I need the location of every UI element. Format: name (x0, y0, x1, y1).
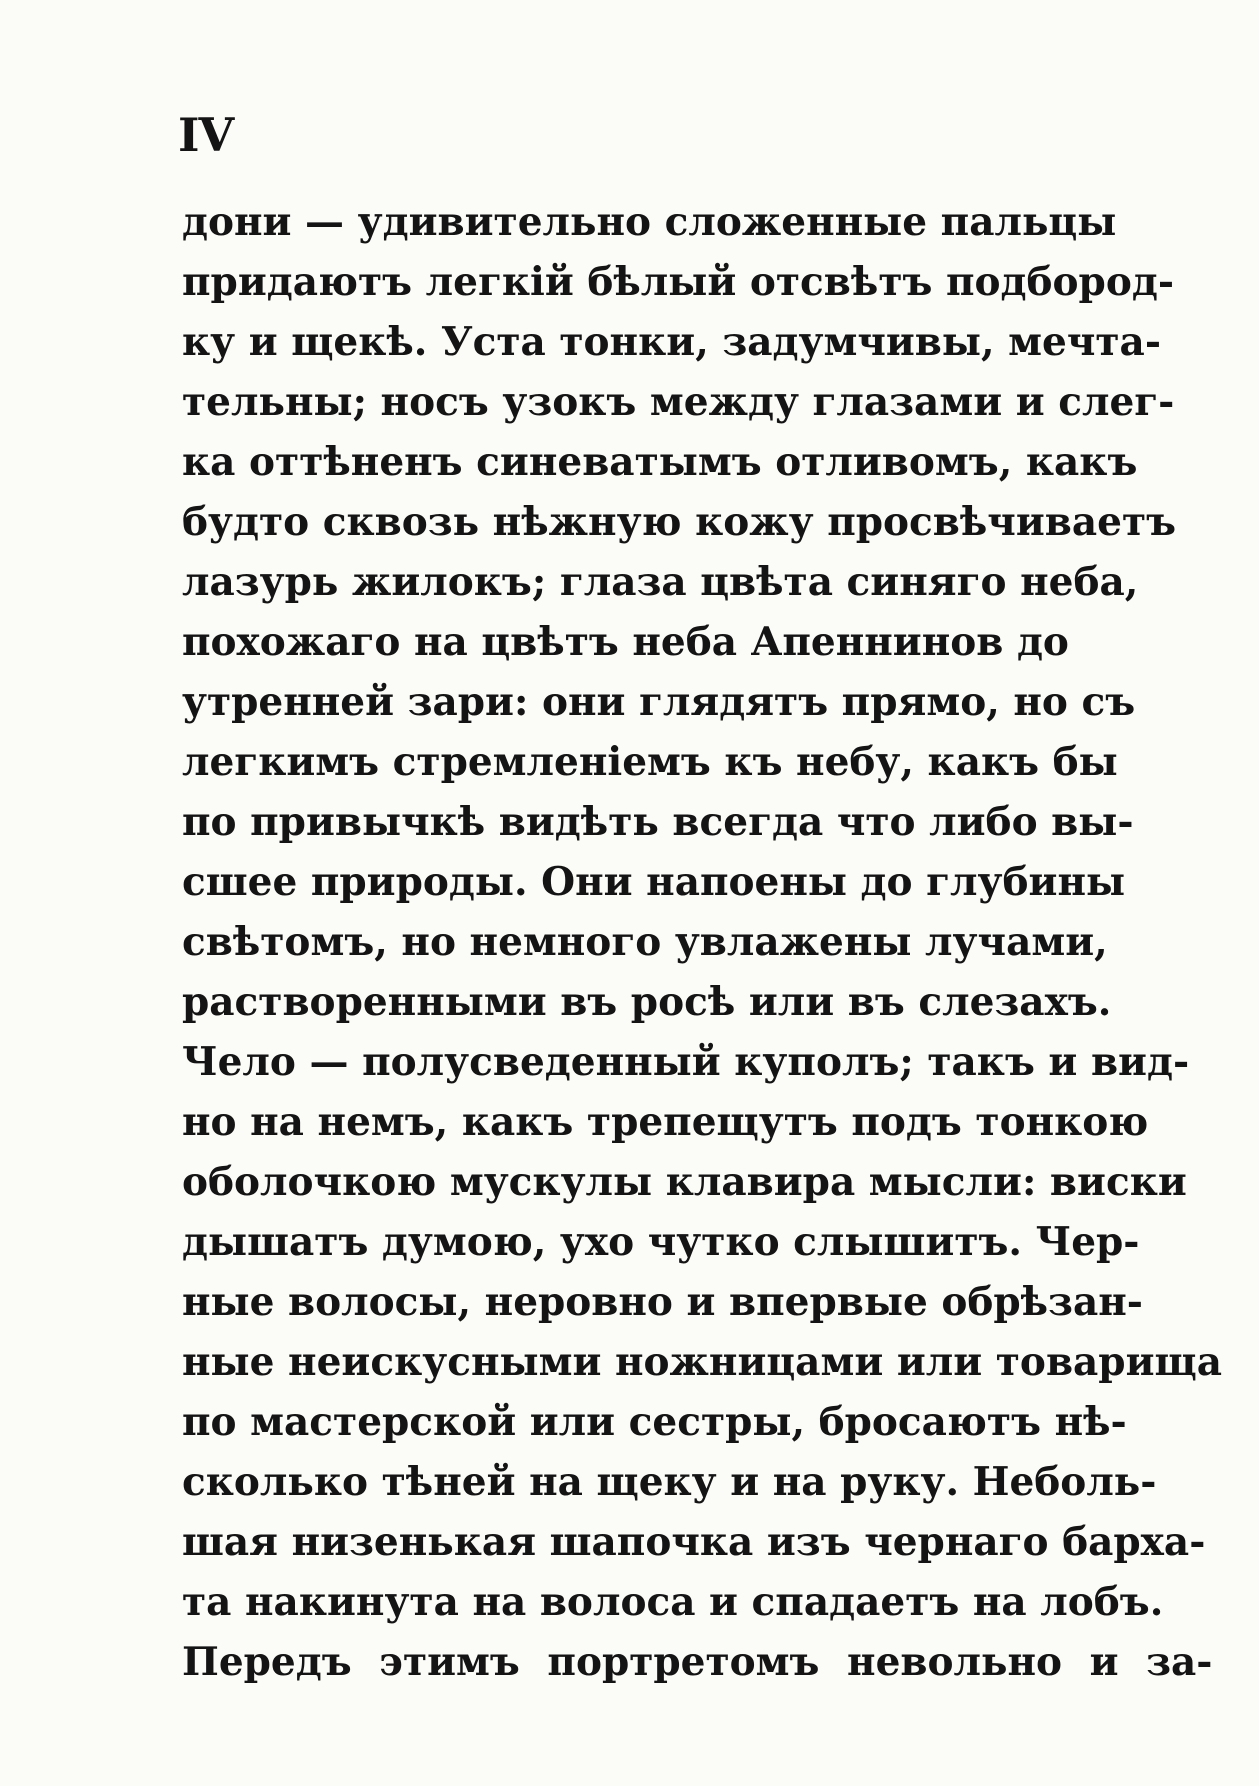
text-line: ка оттѣненъ синеватымъ отливомъ, какъ (182, 439, 1138, 485)
body-text (182, 192, 1222, 1692)
text-line: сшее природы. Они напоены до глубины (182, 859, 1126, 905)
text-line: шая низенькая шапочка изъ чернаго барха- (182, 1519, 1206, 1565)
text-line: сколько тѣней на щеку и на руку. Неболь- (182, 1459, 1157, 1505)
text-line: свѣтомъ, но немного увлажены лучами, (182, 919, 1108, 965)
text-line: лазурь жилокъ; глаза цвѣта синяго неба, (182, 559, 1139, 605)
text-line: дони — удивительно сложенные пальцы (182, 199, 1117, 245)
text-line: легкимъ стремленіемъ къ небу, какъ бы (182, 739, 1118, 785)
text-line: дышатъ думою, ухо чутко слышитъ. Чер- (182, 1219, 1140, 1265)
text-line: тельны; носъ узокъ между глазами и слег- (182, 379, 1175, 425)
text-line: ные волосы, неровно и впервые обрѣзан- (182, 1279, 1143, 1325)
text-line: по мастерской или сестры, бросаютъ нѣ- (182, 1399, 1127, 1445)
text-line: Передъ этимъ портретомъ невольно и за- (182, 1639, 1213, 1685)
text-line: оболочкою мускулы клавира мысли: виски (182, 1159, 1187, 1205)
text-line: растворенными въ росѣ или въ слезахъ. (182, 979, 1112, 1025)
text-line: утренней зари: они глядятъ прямо, но съ (182, 679, 1136, 725)
text-line: по привычкѣ видѣть всегда что либо вы- (182, 799, 1134, 845)
text-line: Чело — полусведенный куполъ; такъ и вид- (182, 1039, 1190, 1085)
text-line: придаютъ легкій бѣлый отсвѣтъ подбород- (182, 259, 1175, 305)
text-line: та накинута на волоса и спадаетъ на лобъ. (182, 1579, 1164, 1625)
text-line: ные неискусными ножницами или товарища (182, 1339, 1222, 1385)
text-line: будто сквозь нѣжную кожу просвѣчиваетъ (182, 499, 1177, 545)
text-line: похожаго на цвѣтъ неба Апеннинов до (182, 619, 1069, 665)
text-line: ку и щекѣ. Уста тонки, задумчивы, мечта- (182, 319, 1162, 365)
text-line: но на немъ, какъ трепещутъ подъ тонкою (182, 1099, 1149, 1145)
page-number: IV (178, 108, 234, 162)
